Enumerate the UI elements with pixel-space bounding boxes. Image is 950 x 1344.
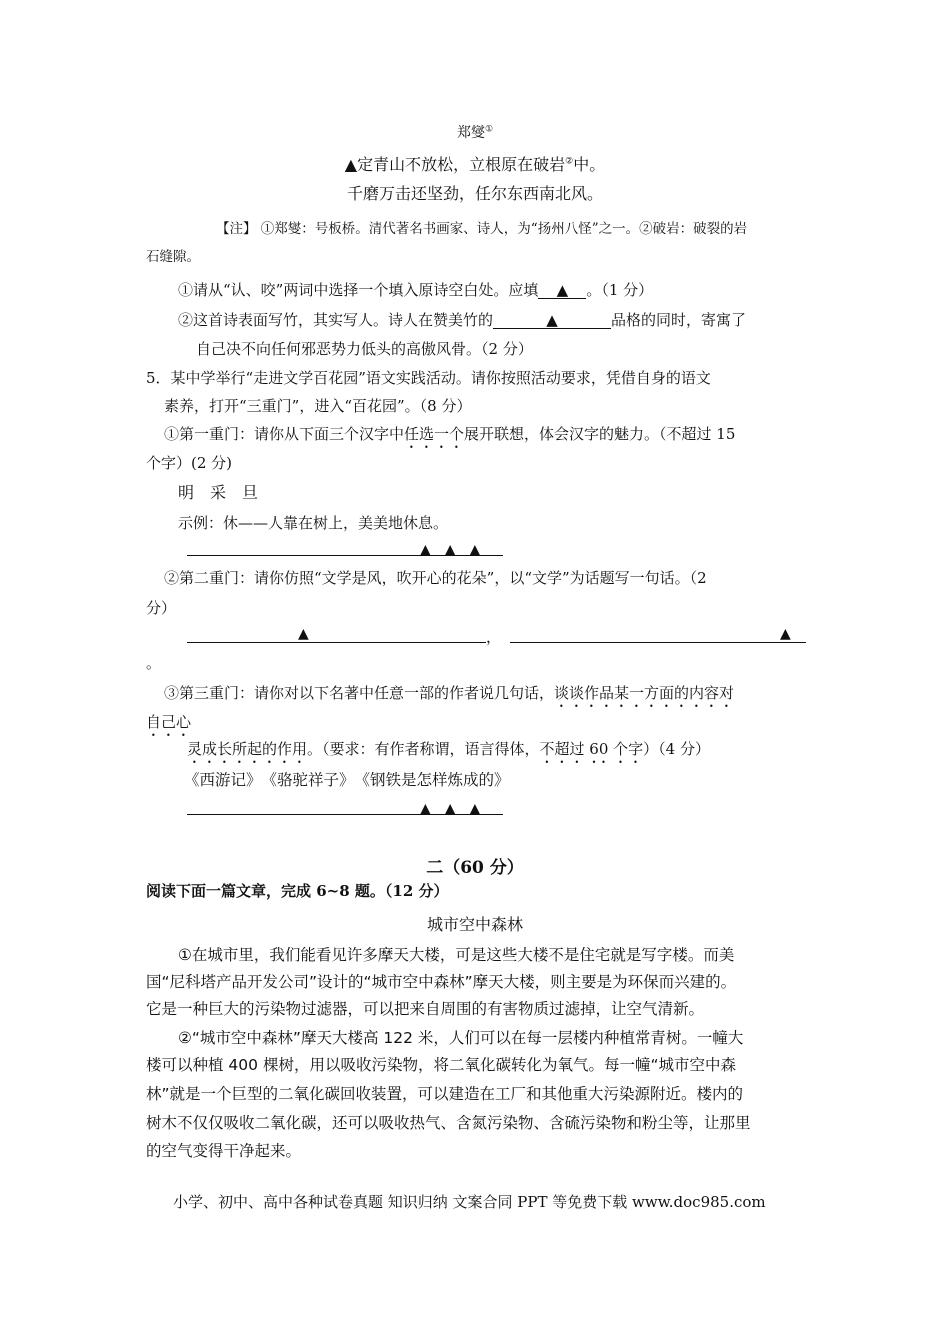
q5-door1-cont: 个字）(2 分) bbox=[146, 454, 233, 472]
poem-note: 【注】 ①郑燮：号板桥。清代著名书画家、诗人，为“扬州八怪”之一。②破岩：破裂的岩 bbox=[216, 221, 748, 237]
q5-door2-comma: ， bbox=[486, 628, 502, 646]
article-title: 城市空中森林 bbox=[426, 915, 523, 934]
article-p2-line2: 楼可以种植 400 棵树，用以吸收污染物，将二氧化碳转化为氧气。每一幢“城市空中森 bbox=[146, 1056, 736, 1074]
section-2-instruction: 阅读下面一篇文章，完成 6~8 题。（12 分） bbox=[146, 882, 449, 900]
q4-sub2: ②这首诗表面写竹，其实写人。诗人在赞美竹的 ▲ 品格的同时，寄寓了 bbox=[178, 311, 747, 329]
q5-door1-marks: ▲ ▲ ▲ bbox=[420, 542, 481, 558]
article-p1-line1: ①在城市里，我们能看见许多摩天大楼，可是这些大楼不是住宅就是写字楼。而美 bbox=[178, 946, 735, 964]
q4-sub2-cont: 自己决不向任何邪恶势力低头的高傲风骨。（2 分） bbox=[196, 340, 533, 358]
q5-intro: 5．某中学举行“走进文学百花园”语文实践活动。请你按照活动要求，凭借自身的语文 bbox=[146, 369, 711, 387]
article-p2-line5: 的空气变得干净起来。 bbox=[146, 1142, 302, 1160]
article-p2-line3: 林”就是一个巨型的二氧化碳回收装置，可以建造在工厂和其他重大污染源附近。楼内的 bbox=[146, 1085, 744, 1103]
poem-line-2: 千磨万击还坚劲，任尔东西南北风。 bbox=[346, 184, 603, 203]
q5-door3: ③第三重门：请你对以下名著中任意一部的作者说几句话，谈谈作品某一方面的内容对 bbox=[164, 684, 735, 702]
article-p1-line2: 国“尼科塔产品开发公司”设计的“城市空中森林”摩天大楼，则主要是为环保而兴建的。 bbox=[146, 973, 737, 991]
q5-books: 《西游记》 《骆驼祥子》 《钢铁是怎样炼成的》 bbox=[184, 771, 510, 789]
q5-door1: ①第一重门：请你从下面三个汉字中任选一个展开联想，体会汉字的魅力。（不超过 15 bbox=[164, 425, 736, 443]
q5-door2-answer-line-1[interactable] bbox=[187, 626, 486, 643]
q4-sub1: ①请从“认、咬”两词中选择一个填入原诗空白处。应填 ▲ 。（1 分） bbox=[178, 281, 654, 299]
q5-door3-cont2: 灵成长所起的作用。（要求：有作者称谓，语言得体，不超过 60 个字）（4 分） bbox=[187, 740, 710, 758]
q5-door2-mark-2: ▲ bbox=[780, 626, 791, 642]
poem-line-1: ▲定青山不放松，立根原在破岩②中。 bbox=[344, 155, 606, 174]
article-p1-line3: 它是一种巨大的污染物过滤器，可以把来自周围的有害物质过滤掉，让空气清新。 bbox=[146, 1000, 705, 1018]
poem-note-cont: 石缝隙。 bbox=[146, 249, 200, 265]
article-p2-line4: 树木不仅仅吸收二氧化碳，还可以吸收热气、含氮污染物、含硫污染物和粉尘等，让那里 bbox=[146, 1114, 751, 1132]
q5-intro-cont: 素养，打开“三重门”，进入“百花园”。（8 分） bbox=[164, 397, 472, 415]
q5-door2-mark-1: ▲ bbox=[298, 626, 309, 642]
q5-door3-marks: ▲ ▲ ▲ bbox=[420, 801, 481, 817]
q5-example: 示例：休——人靠在树上，美美地休息。 bbox=[178, 514, 449, 532]
q4-sub2-blank[interactable]: ▲ bbox=[493, 312, 611, 329]
section-2-title: 二（60 分） bbox=[426, 858, 524, 878]
q5-door2-period: 。 bbox=[146, 654, 162, 672]
q5-door2-cont: 分） bbox=[146, 599, 177, 617]
q5-door2: ②第二重门：请你仿照“文学是风，吹开心的花朵”，以“文学”为话题写一句话。（2 bbox=[164, 569, 707, 587]
q4-sub1-blank[interactable]: ▲ bbox=[538, 282, 586, 299]
q5-door3-cont: 自己心 bbox=[146, 713, 192, 731]
poem-author: 郑燮① bbox=[456, 124, 494, 141]
article-p2-line1: ②“城市空中森林”摩天大楼高 122 米，人们可以在每一层楼内种植常青树。一幢大 bbox=[178, 1029, 744, 1047]
q5-chars: 明 采 旦 bbox=[178, 483, 259, 502]
q5-door2-answer-line-2[interactable] bbox=[510, 626, 806, 643]
page-footer: 小学、初中、高中各种试卷真题 知识归纳 文案合同 PPT 等免费下载 www.doc985.com bbox=[173, 1193, 766, 1211]
